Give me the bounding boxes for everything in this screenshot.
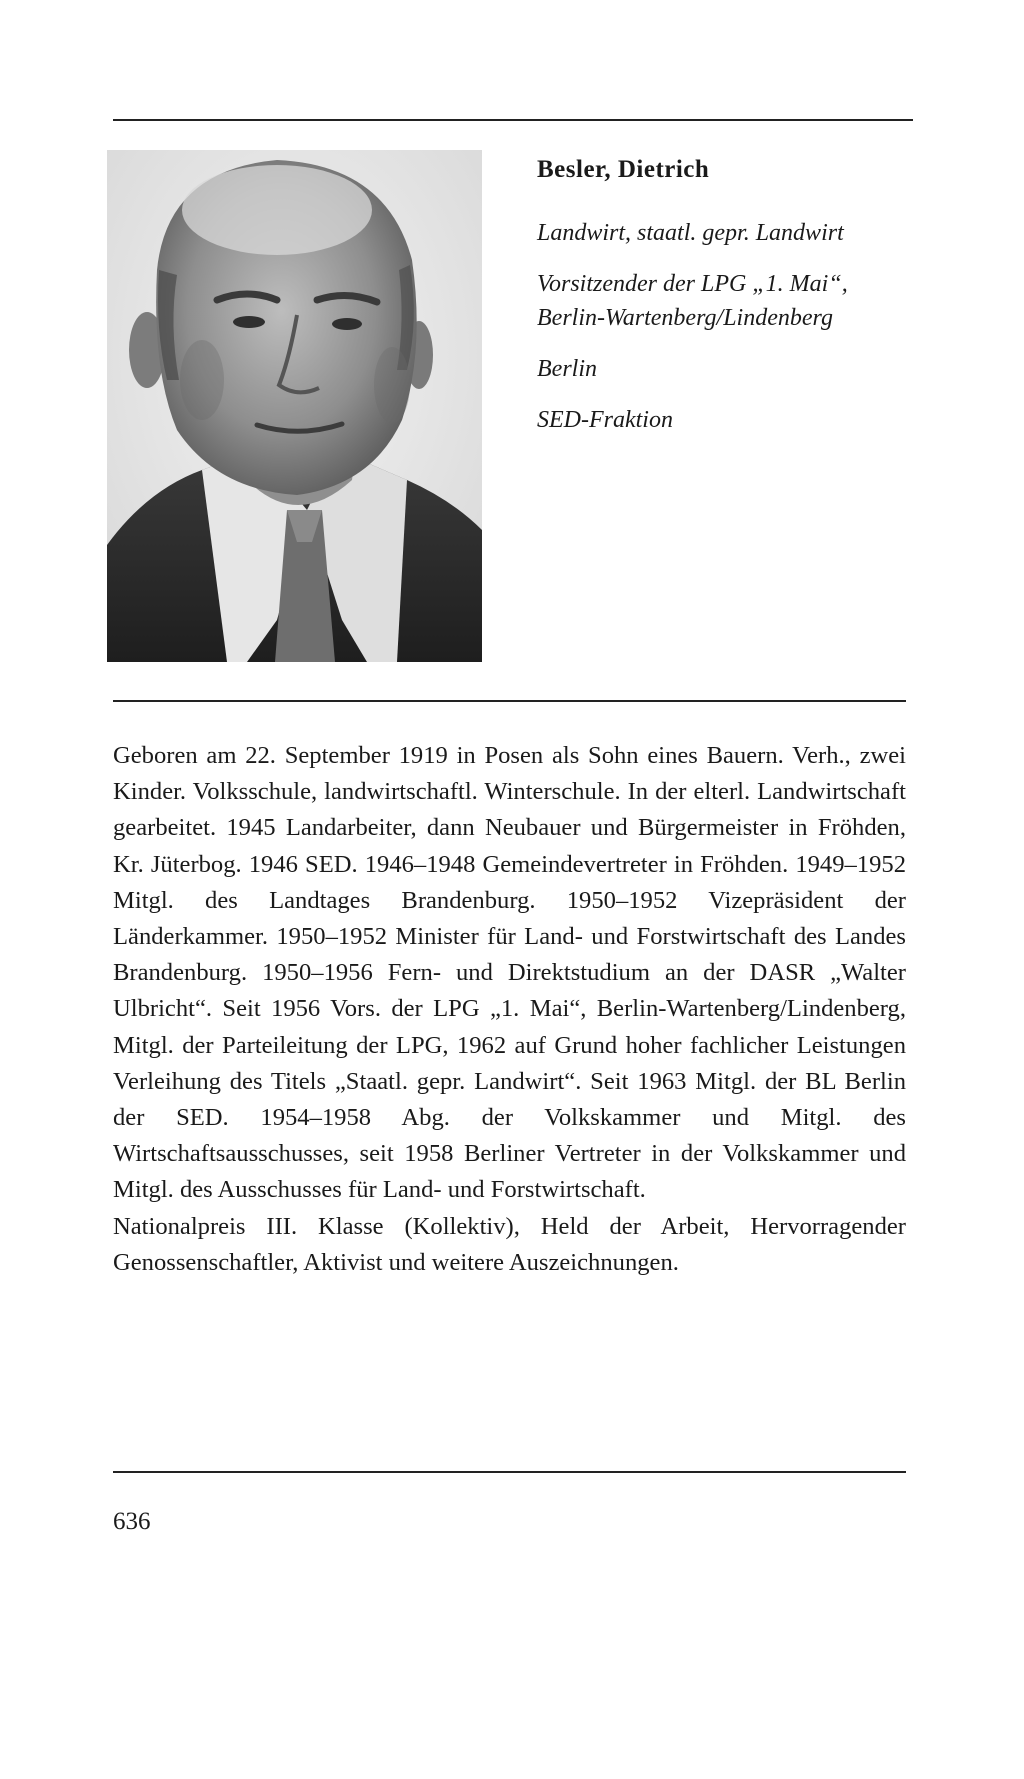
biography-paragraph: Geboren am 22. September 1919 in Posen als Sohn eines Bauern. Verh., zwei Kinder. Volksschule, landwirtschaftl. Winterschule. In der elterl. Landwirtschaft gearbeitet. 1945 Landarbeiter, dann Neubauer und Bürgermeister in Fröhden, Kr. Jüterbog. 1946 SED. 1946–1948 Gemeindevertreter in Fröhden. 1949–1952 Mitgl. des Landtages Brandenburg. 1950–1952 Vizepräsident der Länderkammer. 1950–1952 Minister für Land- und Forstwirtschaft des Landes Brandenburg. 1950–1956 Fern- und Direktstudium an der DASR „Walter Ulbricht“. Seit 1956 Vors. der LPG „1. Mai“, Berlin-Wartenberg/Lindenberg, Mitgl. der Parteileitung der LPG, 1962 auf Grund hoher fachlicher Leistungen Verleihung des Titels „Staatl. gepr. Landwirt“. Seit 1963 Mitgl. der BL Berlin der SED. 1954–1958 Abg. der Volkskammer und Mitgl. des Wirtschaftsausschusses, seit 1958 Berliner Vertreter in der Volkskammer und Mitgl. des Ausschusses für Land- und Forstwirtschaft. xyxy=(113,742,906,1204)
profession: Landwirt, staatl. gepr. Landwirt xyxy=(537,220,844,246)
position xyxy=(537,267,917,335)
position-line-1: Vorsitzender der LPG „1. Mai“, xyxy=(537,271,848,297)
person-name: Besler, Dietrich xyxy=(537,156,710,183)
bottom-divider xyxy=(113,1471,906,1473)
portrait-photo xyxy=(107,150,482,662)
awards-paragraph: Nationalpreis III. Klasse (Kollektiv), Held der Arbeit, Hervorragender Genossenschaftler, Aktivist und weitere Auszeichnungen. xyxy=(113,1212,906,1276)
middle-divider xyxy=(113,700,906,702)
page-number: 636 xyxy=(113,1508,151,1535)
position-line-2: Berlin-Wartenberg/Lindenberg xyxy=(537,305,833,331)
faction: SED-Fraktion xyxy=(537,407,673,433)
entry-header xyxy=(537,155,917,454)
portrait-illustration xyxy=(107,150,482,662)
location: Berlin xyxy=(537,356,597,382)
top-divider xyxy=(113,119,913,121)
biography xyxy=(113,738,906,1281)
